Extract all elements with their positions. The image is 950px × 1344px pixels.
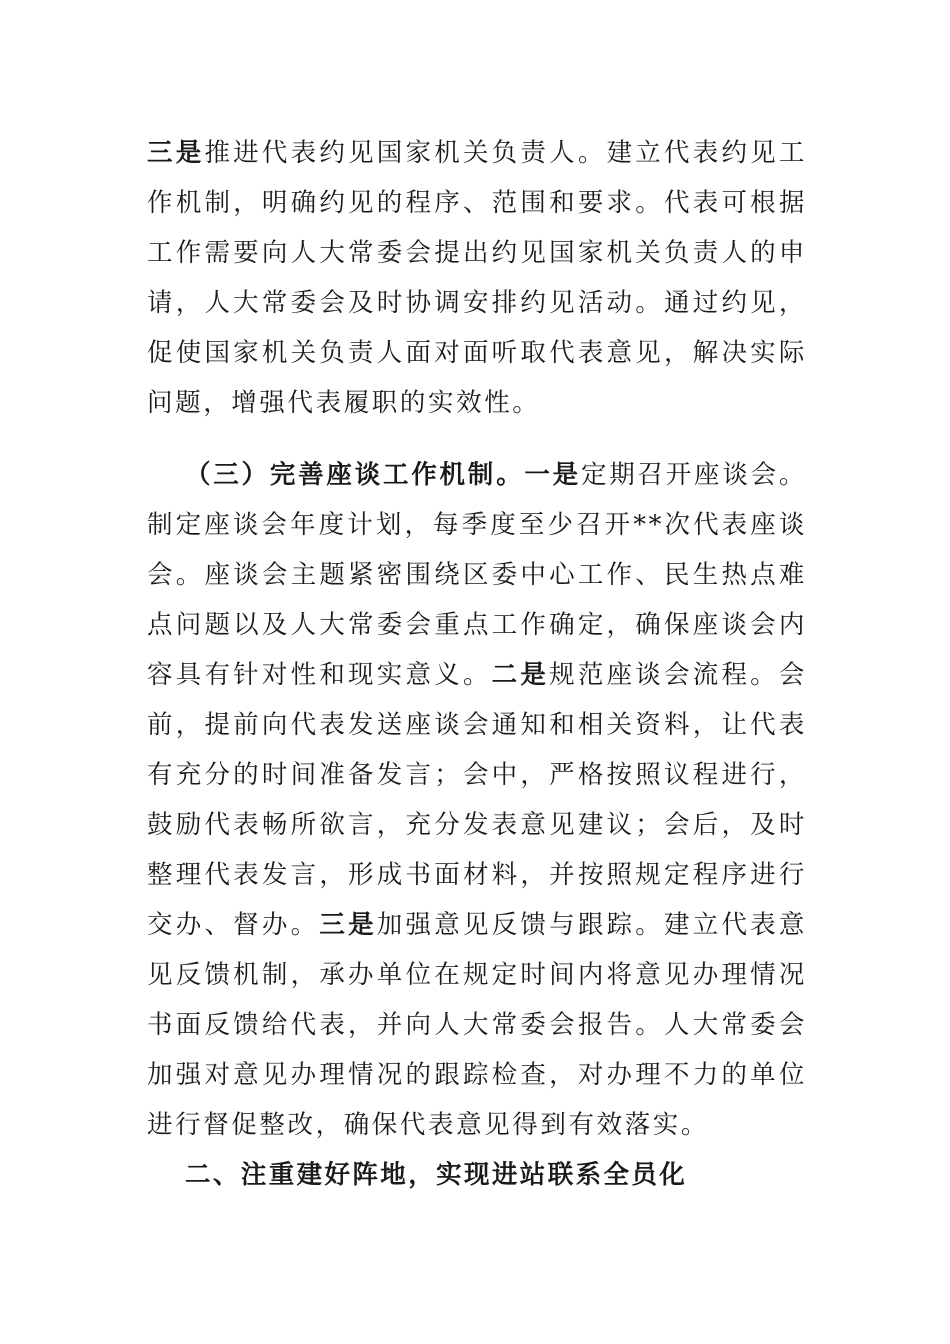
point-one-lead: 一是 — [524, 460, 581, 490]
paragraph-lead: 三是 — [147, 138, 205, 168]
section-heading: 二、注重建好阵地，实现进站联系全员化 — [185, 1160, 688, 1190]
point-three-lead: 三是 — [319, 910, 377, 940]
point-one-text: 定期召开座谈会。制定座谈会年度计划，每季度至少召开**次代表座谈会。座谈会主题紧密围绕区委中心工作、民生热点难点问题以及人大常委会重点工作确定，确保座谈会内容具有针对性和现实意义。 — [147, 460, 807, 690]
point-two-text: 规范座谈会流程。会前，提前向代表发送座谈会通知和相关资料，让代表有充分的时间准备发言；会中，严格按照议程进行，鼓励代表畅所欲言，充分发表意见建议；会后，及时整理代表发言，形成书面材料，并按照规定程序进行交办、督办。 — [147, 660, 808, 940]
point-three-text: 加强意见反馈与跟踪。建立代表意见反馈机制，承办单位在规定时间内将意见办理情况书面反馈给代表，并向人大常委会报告。人大常委会加强对意见办理情况的跟踪检查，对办理不力的单位进行督促整改，确保代表意见得到有效落实。 — [147, 910, 807, 1140]
point-two-lead: 二是 — [491, 660, 550, 690]
subsection-title: （三）完善座谈工作机制。 — [185, 460, 525, 490]
paragraph-text: 推进代表约见国家机关负责人。建立代表约见工作机制，明确约见的程序、范围和要求。代表可根据工作需要向人大常委会提出约见国家机关负责人的申请，人大常委会及时协调安排约见活动。通过约见，促使国家机关负责人面对面听取代表意见，解决实际问题，增强代表履职的实效性。 — [147, 138, 807, 418]
paragraph-symposium-mechanism — [147, 450, 807, 1150]
document-page — [147, 128, 807, 1200]
paragraph-meeting-officials — [147, 128, 807, 428]
